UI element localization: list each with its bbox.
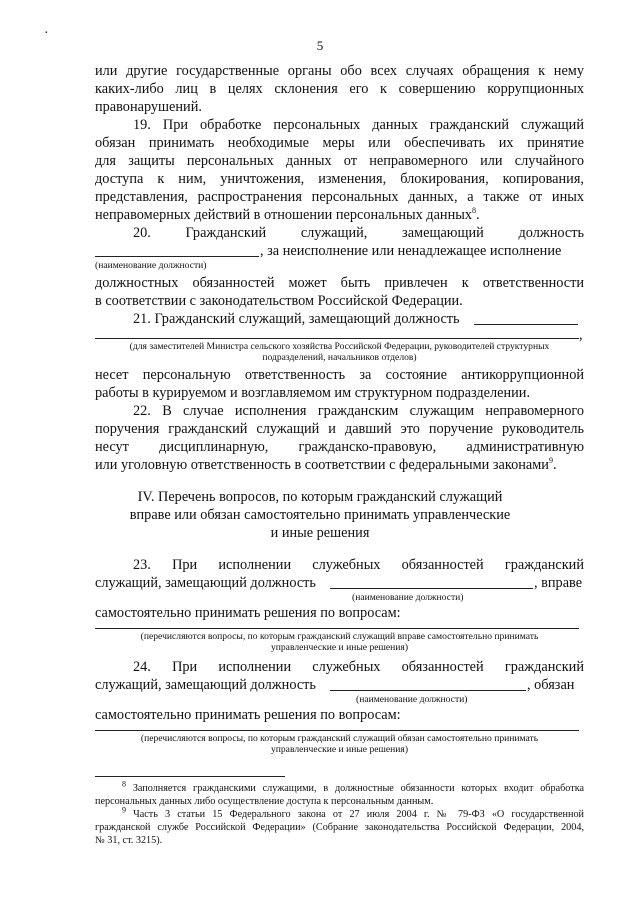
footnote-line: $^9$ Часть 3 статьи 15 Федерального закона от 27 июля 2004 г. № 79-ФЗ «О государственной [122,805,585,820]
field-caption: подразделений, начальников отделов) [262,352,417,363]
field-caption: (наименование должности) [352,592,464,603]
scan-speck: · [44,26,49,41]
footnote-separator [95,776,285,777]
text-line: поручения гражданский служащий и давший это поручение руководитель [95,421,584,437]
text-line: служащий, замещающий должность [95,677,316,693]
fill-in-blank [330,690,526,691]
field-caption: (наименование должности) [356,694,468,705]
text-line: , обязан [527,677,575,693]
page-number: 5 [316,38,324,53]
text-line: , за неисполнение или ненадлежащее исполнение [260,243,562,259]
footnote-mark: 9 [122,805,126,815]
section-heading-line: вправе или обязан самостоятельно принимать управленческие [129,507,511,523]
text-line: для защиты персональных данных от неправомерного или случайного [95,153,584,169]
text-line: работы в курируемом и возглавляемом им структурном подразделении. [95,385,531,401]
fill-in-blank [474,324,578,325]
footnote-line: гражданской службе Российской Федерации» (Собрание законодательства Российской Федерации, 2004, [95,822,584,833]
text-line: 22. В случае исполнения гражданским служащим неправомерного [133,403,584,419]
footnote-ref: 9 [548,456,553,466]
text-line: несет персональную ответственность за состояние антикоррупционной [95,367,584,383]
text-line: 23. При исполнении служебных обязанностей гражданский [133,557,584,573]
field-caption: управленческие и иные решения) [270,642,409,653]
text-line: в соответствии с законодательством Российской Федерации. [95,293,463,309]
text-line: неправомерных действий в отношении персональных данных$^8$. [95,206,480,223]
section-heading-line: IV. Перечень вопросов, по которым гражданский служащий [137,489,503,505]
footnote-ref: 8 [471,206,476,216]
text-line: доступа к ним, уничтожения, изменения, блокирования, копирования, [95,171,584,187]
field-caption: (для заместителей Министра сельского хозяйства Российской Федерации, руководителей структурных [129,341,550,352]
footnote-line: № 31, ст. 3215). [95,835,163,846]
fill-in-blank [95,338,579,339]
text-line: или другие государственные органы обо всех случаях обращения к нему [95,63,584,79]
text-line: должностных обязанностей может быть привлечен к ответственности [95,275,584,291]
footnote-line: персональных данных либо осуществление доступа к персональным данным. [95,796,434,807]
text-line: каких-либо лиц в целях склонения его к совершению коррупционных [95,81,584,97]
text-line: , [579,327,583,343]
field-caption: управленческие и иные решения) [270,744,409,755]
text-line: обязан принимать необходимые меры или обеспечивать их принятие [95,135,584,151]
text-line: правонарушений. [95,99,202,115]
text-line: 21. Гражданский служащий, замещающий должность [133,311,460,327]
field-caption: (перечисляются вопросы, по которым гражданский служащий вправе самостоятельно принимать [140,631,539,642]
fill-in-blank [95,730,579,731]
footnote-mark: 8 [122,779,126,789]
text-line: представления, распространения персональных данных, а также от иных [95,189,584,205]
text-line: 19. При обработке персональных данных гражданский служащий [133,117,584,133]
text-line: , вправе [534,575,583,591]
field-caption: (наименование должности) [95,260,207,271]
section-heading-line: и иные решения [270,525,370,541]
fill-in-blank [95,628,579,629]
text-line: 20. Гражданский служащий, замещающий должность [133,225,584,241]
text-line: служащий, замещающий должность [95,575,316,591]
text-line: или уголовную ответственность в соответствии с федеральными законами$^9$. [95,456,557,473]
fill-in-blank [95,256,259,257]
text-line: самостоятельно принимать решения по вопросам: [95,707,401,723]
field-caption: (перечисляются вопросы, по которым гражданский служащий обязан самостоятельно принимать [140,733,539,744]
footnote-line: $^8$ Заполняется гражданскими служащими, в должностные обязанности которых входит обработка [122,779,585,794]
text-line: несут дисциплинарную, гражданско-правовую, административную [95,439,584,455]
text-line: самостоятельно принимать решения по вопросам: [95,605,401,621]
text-line: 24. При исполнении служебных обязанностей гражданский [133,659,584,675]
fill-in-blank [330,588,533,589]
